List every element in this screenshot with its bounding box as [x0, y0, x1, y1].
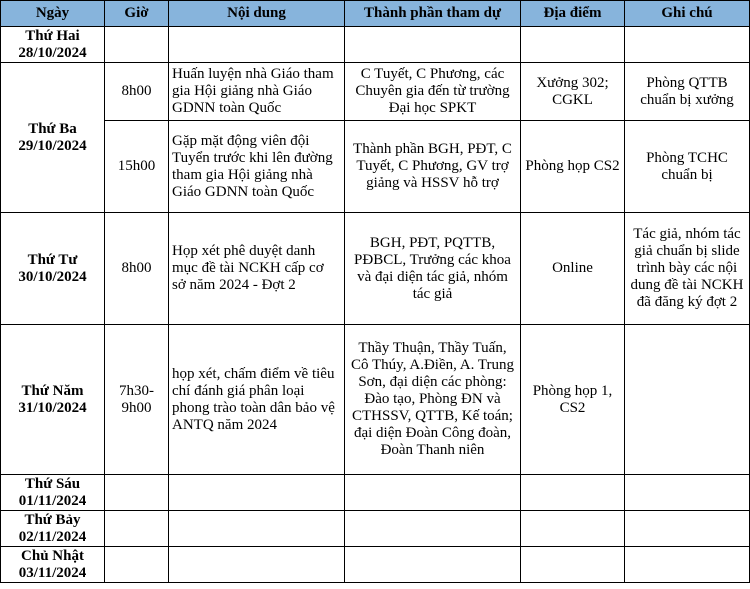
content-cell: Họp xét phê duyệt danh mục đề tài NCKH cấp cơ sở năm 2024 - Đợt 2 [169, 213, 345, 325]
day-name: Thứ Tư [27, 251, 78, 268]
time-cell: 8h00 [105, 213, 169, 325]
header-content: Nội dung [169, 1, 345, 27]
table-row [1, 547, 750, 583]
time-cell: 8h00 [105, 63, 169, 121]
time-cell [105, 547, 169, 583]
location-cell: Online [521, 213, 625, 325]
day-name: Thứ Năm [21, 382, 84, 399]
table-row [1, 511, 750, 547]
time-cell [105, 475, 169, 511]
time-start: 7h30- [119, 382, 154, 399]
header-location: Địa điểm [521, 1, 625, 27]
table-header-row [1, 1, 750, 27]
day-name: Thứ Sáu [24, 475, 81, 492]
participants-cell [345, 547, 521, 583]
notes-cell [625, 325, 750, 475]
time-cell [105, 27, 169, 63]
participants-cell [345, 27, 521, 63]
location-cell [521, 511, 625, 547]
participants-cell [345, 475, 521, 511]
notes-cell [625, 27, 750, 63]
table-row [1, 475, 750, 511]
table-row [1, 325, 750, 475]
table-row [1, 121, 750, 213]
content-cell: Huấn luyện nhà Giáo tham gia Hội giảng nhà Giáo GDNN toàn Quốc [169, 63, 345, 121]
notes-cell [625, 511, 750, 547]
day-cell [1, 325, 105, 475]
notes-cell [625, 475, 750, 511]
table-row [1, 27, 750, 63]
day-name: Thứ Ba [28, 120, 77, 137]
header-time: Giờ [105, 1, 169, 27]
notes-cell: Phòng TCHC chuẩn bị [625, 121, 750, 213]
location-cell [521, 475, 625, 511]
content-cell [169, 475, 345, 511]
participants-cell: BGH, PĐT, PQTTB, PĐBCL, Trưởng các khoa và đại diện tác giả, nhóm tác giả [345, 213, 521, 325]
location-cell: Phòng họp 1, CS2 [521, 325, 625, 475]
day-date: 30/10/2024 [18, 268, 87, 285]
content-cell: Gặp mặt động viên đội Tuyển trước khi lên đường tham gia Hội giảng nhà Giáo GDNN toàn Quốc [169, 121, 345, 213]
day-cell [1, 475, 105, 511]
day-cell [1, 213, 105, 325]
location-cell: Xưởng 302; CGKL [521, 63, 625, 121]
day-date: 29/10/2024 [18, 137, 87, 154]
day-cell [1, 547, 105, 583]
day-name: Chủ Nhật [21, 547, 84, 564]
day-name: Thứ Hai [25, 27, 80, 44]
time-end: 9h00 [121, 399, 152, 416]
notes-cell: Tác giả, nhóm tác giả chuẩn bị slide trình bày các nội dung đề tài NCKH đã đăng ký đợt 2 [625, 213, 750, 325]
content-cell: họp xét, chấm điểm về tiêu chí đánh giá phân loại phong trào toàn dân bảo vệ ANTQ năm 2024 [169, 325, 345, 475]
location-cell: Phòng họp CS2 [521, 121, 625, 213]
day-date: 02/11/2024 [18, 528, 87, 545]
participants-cell: Thầy Thuận, Thầy Tuấn, Cô Thúy, A.Điền, A. Trung Sơn, đại diện các phòng: Đào tạo, Phòng ĐN và CTHSSV, QTTB, Kế toán; đại diện Đoàn Công đoàn, Đoàn Thanh niên [345, 325, 521, 475]
header-participants: Thành phần tham dự [345, 1, 521, 27]
content-cell [169, 547, 345, 583]
time-cell [105, 511, 169, 547]
time-cell: 15h00 [105, 121, 169, 213]
day-date: 28/10/2024 [18, 44, 87, 61]
notes-cell: Phòng QTTB chuẩn bị xưởng [625, 63, 750, 121]
day-date: 01/11/2024 [18, 492, 87, 509]
day-cell [1, 27, 105, 63]
table-row [1, 213, 750, 325]
participants-cell: C Tuyết, C Phương, các Chuyên gia đến từ trường Đại học SPKT [345, 63, 521, 121]
participants-cell [345, 511, 521, 547]
day-cell [1, 63, 105, 213]
location-cell [521, 27, 625, 63]
day-date: 31/10/2024 [18, 399, 87, 416]
day-cell [1, 511, 105, 547]
table-row [1, 63, 750, 121]
day-date: 03/11/2024 [18, 564, 87, 581]
header-notes: Ghi chú [625, 1, 750, 27]
location-cell [521, 547, 625, 583]
header-day: Ngày [1, 1, 105, 27]
notes-cell [625, 547, 750, 583]
day-name: Thứ Bảy [24, 511, 81, 528]
content-cell [169, 27, 345, 63]
time-cell [105, 325, 169, 475]
content-cell [169, 511, 345, 547]
participants-cell: Thành phần BGH, PĐT, C Tuyết, C Phương, GV trợ giảng và HSSV hỗ trợ [345, 121, 521, 213]
